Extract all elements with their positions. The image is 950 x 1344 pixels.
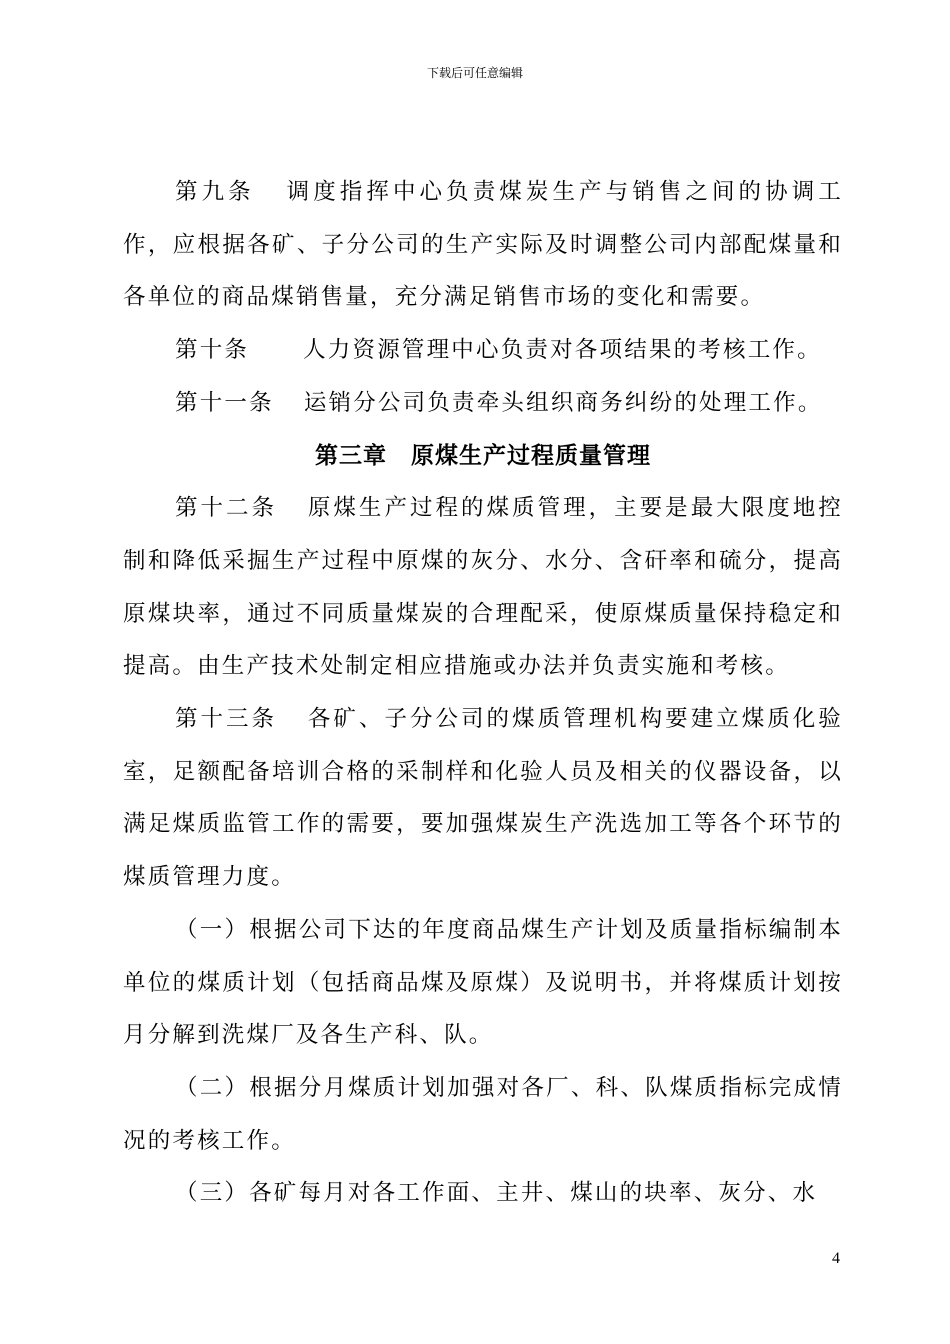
list-item-1: （一）根据公司下达的年度商品煤生产计划及质量指标编制本单位的煤质计划（包括商品煤及原煤）及说明书，并将煤质计划按月分解到洗煤厂及各生产科、队。 xyxy=(123,916,843,1049)
article-10-title: 第十条 xyxy=(175,337,250,364)
chapter-heading: 第三章 原煤生产过程质量管理 xyxy=(315,442,651,469)
article-13 xyxy=(123,693,843,904)
article-10 xyxy=(123,324,843,377)
article-9 xyxy=(123,166,843,324)
page-number: 4 xyxy=(832,1250,840,1267)
article-12-body: 原煤生产过程的煤质管理，主要是最大限度地控制和降低采掘生产过程中原煤的灰分、水分、含矸率和硫分，提高原煤块率，通过不同质量煤炭的合理配采，使原煤质量保持稳定和提高。由生产技术处制定相应措施或办法并负责实施和考核。 xyxy=(123,495,843,680)
document-body xyxy=(123,166,843,1220)
list-item-3: （三）各矿每月对各工作面、主井、煤山的块率、灰分、水 xyxy=(175,1180,818,1207)
article-12-title: 第十二条 xyxy=(175,495,278,522)
article-9-body: 调度指挥中心负责煤炭生产与销售之间的协调工作，应根据各矿、子分公司的生产实际及时调整公司内部配煤量和各单位的商品煤销售量，充分满足销售市场的变化和需要。 xyxy=(123,179,843,311)
article-13-title: 第十三条 xyxy=(175,706,278,733)
article-11-title: 第十一条 xyxy=(175,389,274,416)
article-11 xyxy=(123,377,843,430)
article-11-body: 运销分公司负责牵头组织商务纠纷的处理工作。 xyxy=(303,389,823,416)
article-10-body: 人力资源管理中心负责对各项结果的考核工作。 xyxy=(303,337,822,364)
article-12 xyxy=(123,482,843,693)
list-item-2: （二）根据分月煤质计划加强对各厂、科、队煤质指标完成情况的考核工作。 xyxy=(123,1074,843,1154)
article-9-title: 第九条 xyxy=(175,179,255,205)
article-13-body: 各矿、子分公司的煤质管理机构要建立煤质化验室，足额配备培训合格的采制样和化验人员及相关的仪器设备，以满足煤质监管工作的需要，要加强煤炭生产洗选加工等各个环节的煤质管理力度。 xyxy=(123,706,843,891)
page-header: 下载后可任意编辑 xyxy=(426,66,523,80)
